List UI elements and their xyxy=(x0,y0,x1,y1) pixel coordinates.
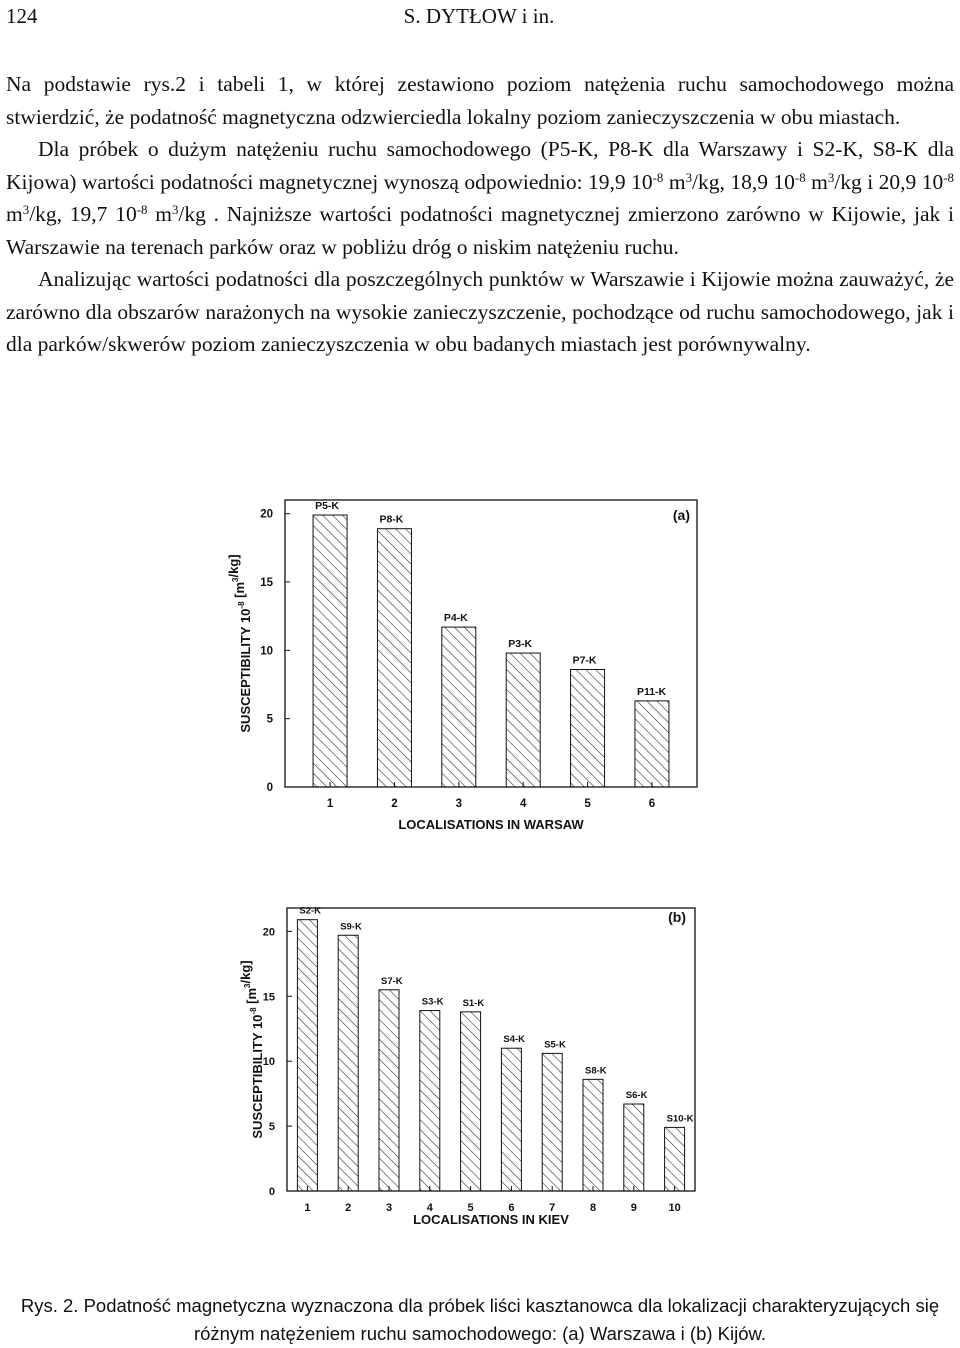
bar-label-P4-K: P4-K xyxy=(443,612,468,625)
x-tick-label: 5 xyxy=(467,1202,474,1214)
bar-S2-K xyxy=(297,920,317,1191)
bar-P5-K xyxy=(313,515,347,787)
paragraph-1: Na podstawie rys.2 i tabeli 1, w której zestawiono poziom natężenia ruchu samochodowego można stwierdzić, że podatność magnetyczna odzwierciedla lokalny poziom zanieczyszczenia w obu miastach. xyxy=(6,72,954,129)
x-tick-label: 3 xyxy=(385,1202,393,1214)
p2-part-a: Dla próbek o dużym natężeniu ruchu samochodowego (P5-K, P8-K dla Warszawy i S2-K, S8-K dla Kijowa) wartości podatności magnetycznej wynoszą odpowiednio: 19,9 10 xyxy=(6,137,954,194)
y-axis-label: SUSCEPTIBILITY $10^{-8}$ $[m^3/kg]$ xyxy=(226,554,253,733)
bar-label-P5-K: P5-K xyxy=(315,500,339,513)
p2-part-g: /kg, 19,7 10 xyxy=(29,202,137,226)
x-tick-label: 9 xyxy=(630,1202,637,1214)
exponent: -8 xyxy=(943,170,954,185)
p2-part-f: m xyxy=(6,202,23,226)
cube-exponent: 3 xyxy=(22,202,30,217)
bar-S5-K xyxy=(542,1053,562,1191)
panel-label: (a) xyxy=(672,507,690,523)
p2-part-i: /kg . Najniższe wartości podatności magnetycznej zmierzono zarówno w Kijowie, jak i Warszawie na terenach parków oraz w pobliżu dróg o niskim natężeniu ruchu. xyxy=(6,202,954,259)
bar-label-P11-K: P11-K xyxy=(636,685,667,698)
y-tick-label: 0 xyxy=(266,782,273,794)
x-tick-label: 8 xyxy=(589,1202,597,1214)
bar-P4-K xyxy=(442,627,476,787)
x-tick-label: 2 xyxy=(345,1202,352,1214)
x-tick-label: 10 xyxy=(668,1202,681,1214)
bar-P7-K xyxy=(571,669,605,787)
x-tick-label: 4 xyxy=(426,1202,433,1214)
x-tick-label: 6 xyxy=(508,1202,515,1214)
bar-label-P7-K: P7-K xyxy=(572,654,597,667)
y-tick-label: 10 xyxy=(262,1056,275,1069)
y-tick-label: 20 xyxy=(260,508,273,521)
x-tick-label: 4 xyxy=(519,798,527,810)
bar-S9-K xyxy=(338,935,358,1191)
y-tick-label: 0 xyxy=(268,1186,275,1198)
chart-kiev-svg xyxy=(0,898,960,1238)
p2-part-c: /kg, 18,9 10 xyxy=(692,169,795,194)
bar-label-S4-K: S4-K xyxy=(503,1034,526,1046)
bar-label-S9-K: S9-K xyxy=(340,921,362,933)
chart-warsaw xyxy=(0,490,960,850)
y-tick-label: 15 xyxy=(262,991,275,1004)
bar-S7-K xyxy=(379,990,399,1191)
y-tick-label: 10 xyxy=(260,645,273,658)
page-number: 124 xyxy=(6,4,38,28)
p2-part-d: m xyxy=(805,169,828,194)
bar-P8-K xyxy=(377,529,411,787)
figure-caption: Rys. 2. Podatność magnetyczna wyznaczona dla próbek liści kasztanowca dla lokalizacji charakteryzujących się różnym natężeniem ruchu samochodowego: (a) Warszawa i (b) Kijów. xyxy=(20,1295,940,1344)
x-tick-label: 7 xyxy=(549,1202,556,1214)
x-tick-label: 6 xyxy=(648,798,656,810)
bar-label-S2-K: S2-K xyxy=(299,905,322,917)
page-header xyxy=(6,4,952,30)
exponent: -8 xyxy=(136,202,148,217)
p2-part-h: m xyxy=(147,202,172,226)
bar-S8-K xyxy=(583,1079,603,1191)
bar-label-P8-K: P8-K xyxy=(379,513,404,526)
paragraph-3: Analizując wartości podatności dla poszczególnych punktów w Warszawie i Kijowie można zauważyć, że zarówno dla obszarów narażonych na wysokie zanieczyszczenie, pochodzące od ruchu samochodowego, jak i dla parków/skwerów poziom zanieczyszczenia w obu badanych miastach jest porównywalny. xyxy=(6,267,954,356)
paragraph-2 xyxy=(6,133,954,263)
exponent: -8 xyxy=(652,170,664,185)
p2-part-e: /kg i 20,9 10 xyxy=(834,169,944,194)
bar-P3-K xyxy=(506,653,540,787)
x-axis-label: LOCALISATIONS IN KIEV xyxy=(413,1212,569,1227)
x-tick-label: 1 xyxy=(326,798,334,810)
y-tick-label: 20 xyxy=(262,926,275,939)
chart-warsaw-svg xyxy=(0,490,960,850)
cube-exponent: 3 xyxy=(827,170,835,185)
bar-label-S5-K: S5-K xyxy=(544,1039,566,1051)
bar-S10-K xyxy=(665,1127,685,1191)
p2-part-b: m xyxy=(663,169,686,194)
bar-S1-K xyxy=(461,1012,481,1191)
x-tick-label: 5 xyxy=(584,798,591,810)
chart-kiev xyxy=(0,898,960,1238)
bar-label-S8-K: S8-K xyxy=(585,1065,607,1077)
bar-label-S3-K: S3-K xyxy=(421,996,444,1008)
x-tick-label: 3 xyxy=(455,798,463,810)
x-tick-label: 1 xyxy=(304,1202,311,1214)
cube-exponent: 3 xyxy=(171,202,179,217)
panel-label: (b) xyxy=(668,909,686,925)
bar-label-S6-K: S6-K xyxy=(625,1090,648,1102)
bar-S4-K xyxy=(501,1048,521,1191)
bar-label-S1-K: S1-K xyxy=(462,997,485,1009)
bar-label-S7-K: S7-K xyxy=(381,975,403,987)
bar-S3-K xyxy=(420,1011,440,1191)
x-axis-label: LOCALISATIONS IN WARSAW xyxy=(398,817,584,832)
bar-S6-K xyxy=(624,1104,644,1191)
running-title: S. DYTŁOW i in. xyxy=(403,4,555,28)
y-tick-label: 5 xyxy=(266,713,273,726)
bar-P11-K xyxy=(635,701,669,787)
bar-label-P3-K: P3-K xyxy=(508,638,533,651)
x-tick-label: 2 xyxy=(391,798,398,810)
y-axis-label: SUSCEPTIBILITY $10^{-8}$ $[m^3/kg]$ xyxy=(238,960,265,1139)
y-tick-label: 15 xyxy=(260,577,273,589)
bar-label-S10-K: S10-K xyxy=(666,1113,694,1125)
exponent: -8 xyxy=(794,170,806,185)
body-text xyxy=(6,68,954,361)
cube-exponent: 3 xyxy=(685,170,693,185)
y-tick-label: 5 xyxy=(268,1121,275,1134)
